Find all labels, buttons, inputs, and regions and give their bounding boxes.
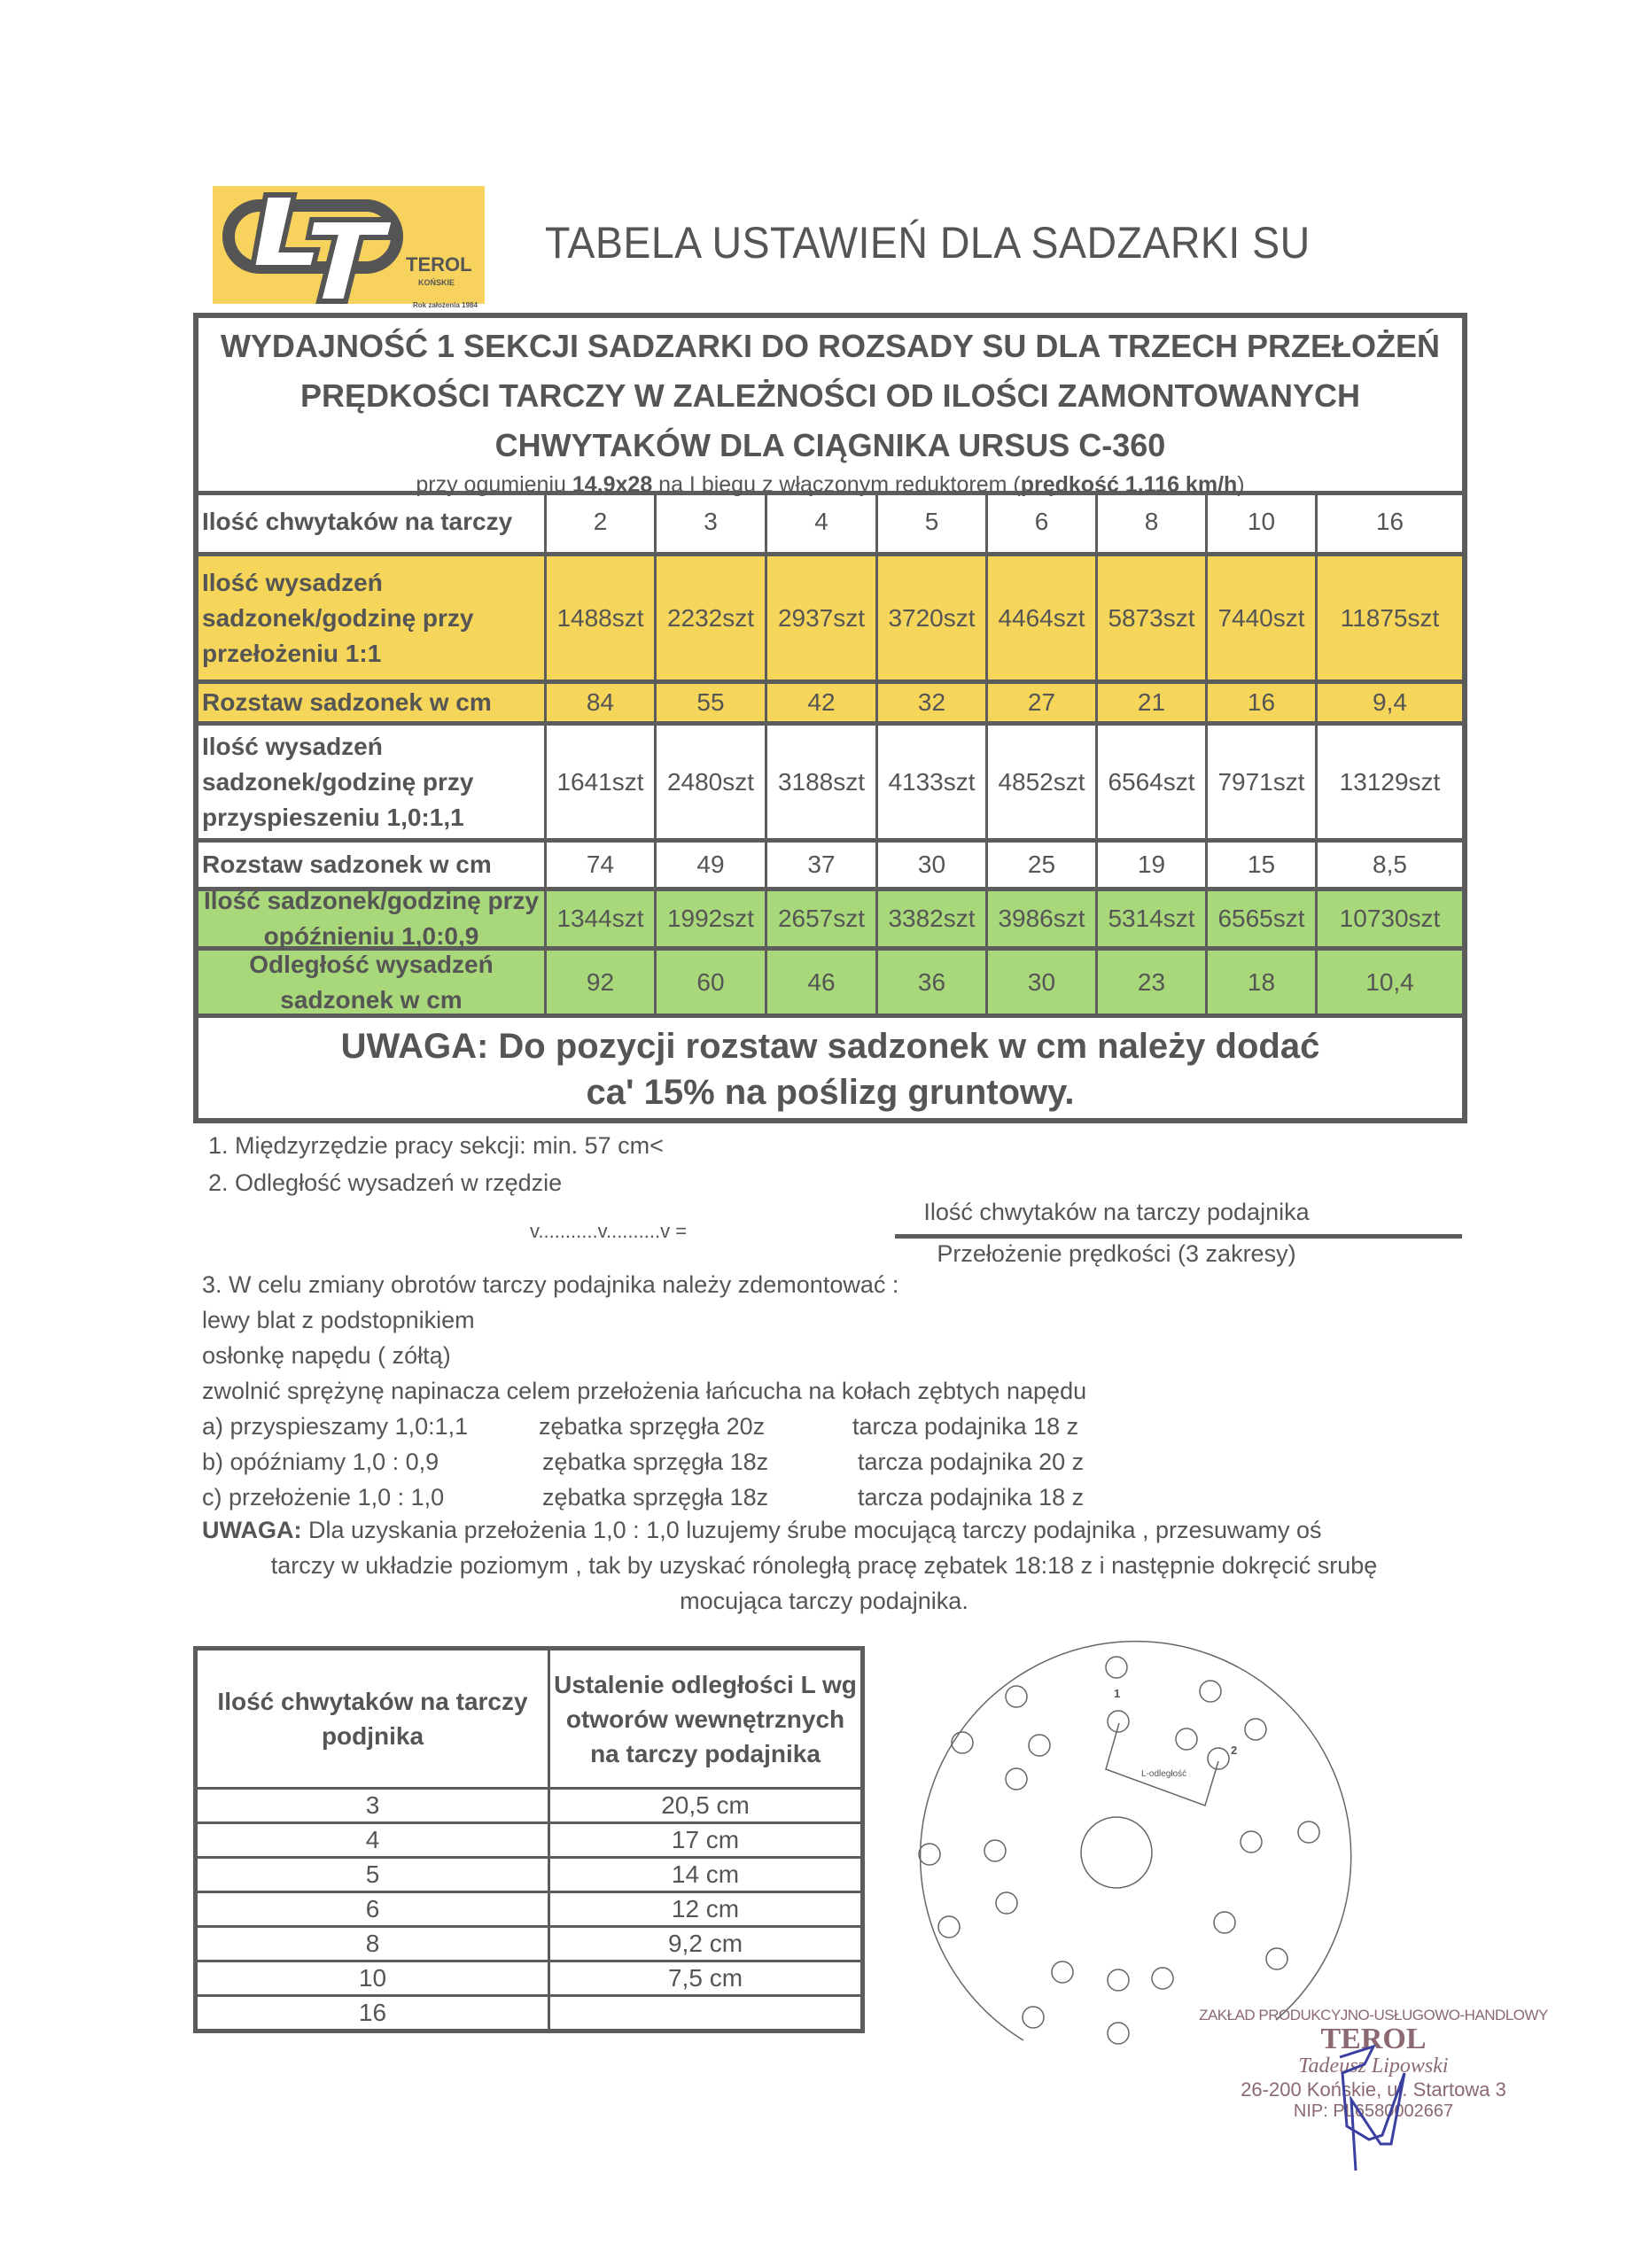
heading-line: PRĘDKOŚCI TARCZY W ZALEŻNOŚCI OD ILOŚCI ZAMONTOWANYCH	[300, 377, 1360, 414]
row-label: Rozstaw sadzonek w cm	[198, 684, 547, 721]
table-cell: 10,4	[1365, 967, 1414, 996]
row-label: Ilość chwytaków na tarczy	[198, 491, 547, 552]
uwaga-line: tarczy w układzie poziomym , tak by uzyskać rónoległą pracę zębatek 18:18 z i następnie dokręcić srubę	[270, 1552, 1378, 1579]
stamp-line: NIP: PL6580002667	[1293, 2101, 1454, 2121]
table-header-row	[196, 1649, 863, 1789]
step-item: zwolnić sprężynę napinacza celem przełożenia łańcucha na kołach zębtych napędu	[202, 1378, 1087, 1404]
table-cell: 84	[547, 684, 657, 721]
table-cell: 8	[196, 1927, 549, 1961]
row-label: Rozstaw sadzonek w cm	[198, 843, 547, 887]
heading-line: CHWYTAKÓW DLA CIĄGNIKA URSUS C-360	[494, 427, 1166, 463]
table-cell: 32	[878, 684, 988, 721]
company-logo	[213, 186, 485, 309]
logo-city: KOŃSKIE	[418, 278, 455, 287]
table-cell: 10	[196, 1961, 549, 1996]
table-cell: 2937szt	[767, 556, 878, 680]
table-cell: 17 cm	[549, 1823, 863, 1858]
table-row	[196, 1927, 863, 1961]
stamp-line: Tadeusz Lipowski	[1298, 2054, 1449, 2078]
performance-table	[193, 313, 1467, 1123]
table-cell: 37	[767, 843, 878, 887]
logo-brand: TEROL	[406, 253, 472, 276]
table-cell: 46	[767, 951, 878, 1014]
table-row	[198, 684, 1462, 726]
table-cell: 23	[1098, 951, 1208, 1014]
distance-table	[193, 1646, 865, 2033]
table-cell: 25	[988, 843, 1098, 887]
column-header: 4	[767, 491, 878, 552]
column-header: Ustalenie odległości L wg otworów wewnętrznych na tarczy podajnika	[549, 1649, 863, 1789]
step-item: osłonkę napędu ( zółtą)	[202, 1342, 451, 1369]
gear-mode: c) przełożenie 1,0 : 1,0	[202, 1484, 445, 1511]
table-cell: 5873szt	[1098, 556, 1208, 680]
table-cell: 4852szt	[988, 726, 1098, 838]
table-cell: 92	[547, 951, 657, 1014]
disc-center-hole	[1081, 1817, 1152, 1888]
logo-founded: Rok założenia 1984	[413, 301, 478, 309]
gear-mode: a) przyspieszamy 1,0:1,1	[202, 1413, 469, 1440]
table-cell: 3382szt	[878, 891, 988, 946]
table-cell: 30	[988, 951, 1098, 1014]
table-header-row	[198, 491, 1462, 556]
table-cell: 9,4	[1373, 688, 1407, 716]
gear-clutch: zębatka sprzęgła 18z	[542, 1449, 769, 1475]
formula-left: v...........v..........v =	[530, 1220, 688, 1242]
formula-numerator: Ilość chwytaków na tarczy podajnika	[923, 1199, 1310, 1225]
slip-warning: UWAGA: Do pozycji rozstaw sadzonek w cm należy dodać ca' 15% na poślizg gruntowy.	[340, 1027, 1320, 1112]
column-header: Ilość chwytaków na tarczy podjnika	[196, 1649, 549, 1789]
distance-label: L-odległość	[1141, 1769, 1187, 1779]
column-header: 3	[657, 491, 767, 552]
table-cell: 5314szt	[1098, 891, 1208, 946]
gear-disc: tarcza podajnika 18 z	[852, 1413, 1079, 1440]
table-cell: 6565szt	[1208, 891, 1318, 946]
table-cell: 20,5 cm	[549, 1789, 863, 1823]
table-cell: 12 cm	[549, 1892, 863, 1927]
table-cell: 7440szt	[1208, 556, 1318, 680]
stamp-line: ZAKŁAD PRODUKCYJNO-USŁUGOWO-HANDLOWY	[1199, 2007, 1548, 2023]
table-cell: 55	[657, 684, 767, 721]
column-header: 5	[878, 491, 988, 552]
table-cell: 16	[196, 1996, 549, 2031]
row-label: Ilość wysadzeń sadzonek/godzinę przy przełożeniu 1:1	[198, 556, 547, 680]
table-row	[196, 1823, 863, 1858]
note-row-spacing: 1. Międzyrzędzie pracy sekcji: min. 57 cm<	[208, 1132, 664, 1159]
document-title: TABELA USTAWIEŃ DLA SADZARKI SU	[545, 218, 1311, 268]
table-cell: 18	[1208, 951, 1318, 1014]
uwaga-line: UWAGA: Dla uzyskania przełożenia 1,0 : 1,0 luzujemy śrube mocującą tarczy podajnika , przesuwamy oś	[202, 1517, 1322, 1543]
hole-label-2: 2	[1231, 1744, 1238, 1757]
table-row	[198, 726, 1462, 843]
table-heading	[198, 318, 1462, 495]
table-cell: 9,2 cm	[549, 1927, 863, 1961]
row-label: Odległość wysadzeń sadzonek w cm	[198, 951, 547, 1014]
column-header: 8	[1098, 491, 1208, 552]
gear-mode: b) opóźniamy 1,0 : 0,9	[202, 1449, 439, 1475]
table-cell: 14 cm	[549, 1858, 863, 1892]
fraction-line	[895, 1234, 1462, 1239]
note-planting-distance: 2. Odległość wysadzeń w rzędzie	[208, 1169, 563, 1196]
table-cell	[549, 1996, 863, 2031]
table-cell: 4133szt	[878, 726, 988, 838]
uwaga-line: mocująca tarczy podajnika.	[680, 1588, 968, 1614]
table-cell: 36	[878, 951, 988, 1014]
gear-disc: tarcza podajnika 20 z	[858, 1449, 1085, 1475]
note-disc-rotation: 3. W celu zmiany obrotów tarczy podajnika należy zdemontować :	[202, 1271, 899, 1298]
table-cell: 2480szt	[657, 726, 767, 838]
table-row	[198, 887, 1462, 951]
signature	[1329, 2038, 1427, 2179]
table-cell: 30	[878, 843, 988, 887]
column-header: 2	[547, 491, 657, 552]
heading-subtitle: przy ogumieniu 14,9x28 na I biegu z włączonym reduktorem (prędkość 1,116 km/h)	[416, 472, 1245, 497]
row-label: Ilość wysadzeń sadzonek/godzinę przy przyspieszeniu 1,0:1,1	[198, 726, 547, 838]
table-row	[196, 1996, 863, 2031]
table-cell: 2232szt	[657, 556, 767, 680]
table-cell: 3188szt	[767, 726, 878, 838]
table-cell: 1992szt	[657, 891, 767, 946]
table-cell: 7971szt	[1208, 726, 1318, 838]
table-cell: 27	[988, 684, 1098, 721]
table-cell: 19	[1098, 843, 1208, 887]
step-item: lewy blat z podstopnikiem	[202, 1307, 475, 1333]
table-cell: 42	[767, 684, 878, 721]
table-cell: 1641szt	[547, 726, 657, 838]
table-cell: 11875szt	[1340, 603, 1440, 632]
table-cell: 60	[657, 951, 767, 1014]
table-cell: 13129szt	[1339, 767, 1441, 796]
table-cell: 4464szt	[988, 556, 1098, 680]
table-cell: 74	[547, 843, 657, 887]
gripper-holes	[919, 1657, 1319, 2044]
table-cell: 6	[196, 1892, 549, 1927]
table-row	[196, 1789, 863, 1823]
column-header: 6	[988, 491, 1098, 552]
table-row	[198, 951, 1462, 1018]
table-cell: 6564szt	[1098, 726, 1208, 838]
table-cell: 1488szt	[547, 556, 657, 680]
gear-clutch: zębatka sprzęgła 18z	[542, 1484, 769, 1511]
column-header: 10	[1208, 491, 1318, 552]
row-label: Ilość sadzonek/godzinę przy opóźnieniu 1,0:0,9	[198, 891, 547, 946]
table-row	[196, 1961, 863, 1996]
gear-disc: tarcza podajnika 18 z	[858, 1484, 1085, 1511]
stamp-line: 26-200 Końskie, ul. Startowa 3	[1241, 2078, 1506, 2101]
distance-marker-line	[1106, 1723, 1218, 1806]
table-cell: 3986szt	[988, 891, 1098, 946]
table-cell: 49	[657, 843, 767, 887]
gear-clutch: zębatka sprzęgła 20z	[539, 1413, 766, 1440]
formula-denominator: Przełożenie prędkości (3 zakresy)	[937, 1240, 1296, 1267]
table-cell: 4	[196, 1823, 549, 1858]
table-row	[196, 1858, 863, 1892]
table-cell: 1344szt	[547, 891, 657, 946]
table-cell: 5	[196, 1858, 549, 1892]
table-cell: 2657szt	[767, 891, 878, 946]
table-cell: 3720szt	[878, 556, 988, 680]
table-cell: 21	[1098, 684, 1208, 721]
stamp-line: TEROL	[1320, 2023, 1427, 2055]
table-cell: 3	[196, 1789, 549, 1823]
table-row	[198, 556, 1462, 684]
table-row	[196, 1892, 863, 1927]
table-cell: 7,5 cm	[549, 1961, 863, 1996]
table-cell: 10730szt	[1339, 905, 1441, 932]
table-cell: 8,5	[1373, 850, 1407, 878]
disc-outline	[921, 1642, 1351, 2040]
table-cell: 16	[1208, 684, 1318, 721]
hole-label-1: 1	[1114, 1687, 1121, 1700]
table-cell: 15	[1208, 843, 1318, 887]
column-header: 16	[1375, 507, 1404, 535]
heading-line: WYDAJNOŚĆ 1 SEKCJI SADZARKI DO ROZSADY SU DLA TRZECH PRZEŁOŻEŃ	[220, 328, 1441, 364]
